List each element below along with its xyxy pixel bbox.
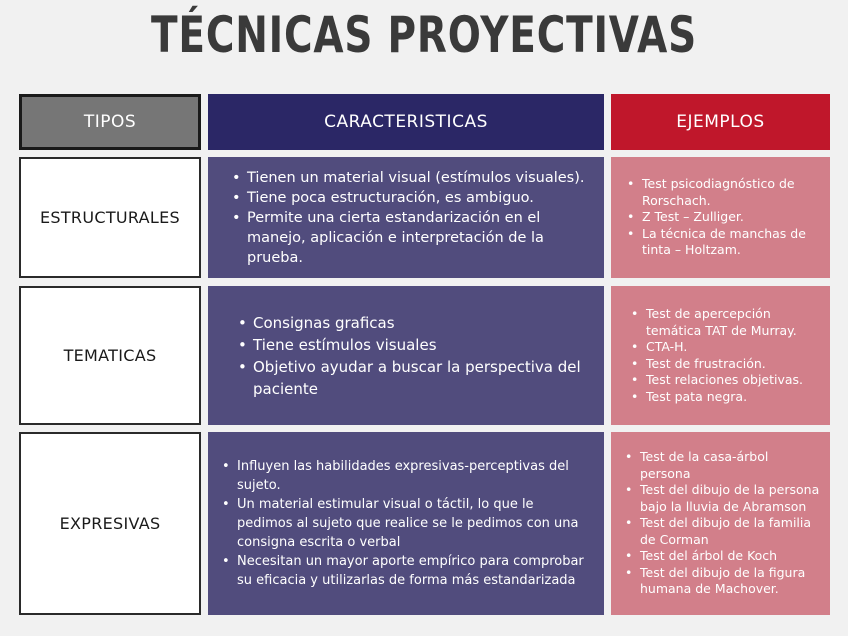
- list-item: • Tienen un material visual (estímulos visuales).: [232, 168, 596, 188]
- list-item: • Objetivo ayudar a buscar la perspectiva del paciente: [238, 356, 590, 400]
- list-item: • Test del dibujo de la figura humana de Machover.: [625, 565, 822, 598]
- list-item: • La técnica de manchas de tinta – Holtzam.: [627, 226, 822, 259]
- header-tipos: TIPOS: [19, 94, 201, 150]
- list-item: • CTA-H.: [631, 339, 822, 356]
- ejemplos-estructurales: [611, 157, 830, 278]
- list-item: • Tiene poca estructuración, es ambiguo.: [232, 188, 596, 208]
- header-caracteristicas: CARACTERISTICAS: [208, 94, 604, 150]
- list-item: • Test de frustración.: [631, 356, 822, 373]
- list-item: • Consignas graficas: [238, 312, 590, 334]
- list-item: • Un material estimular visual o táctil, lo que le pedimos al sujeto que realice se le pedimos con una consigna escrita o verbal: [222, 495, 590, 552]
- list-item: • Z Test – Zulliger.: [627, 209, 822, 226]
- page-title: TÉCNICAS PROYECTIVAS: [151, 6, 697, 64]
- caracteristicas-list: [208, 168, 604, 268]
- header-ejemplos: EJEMPLOS: [611, 94, 830, 150]
- list-item: • Test psicodiagnóstico de Rorschach.: [627, 176, 822, 209]
- tipo-tematicas: TEMATICAS: [19, 286, 201, 425]
- tipo-estructurales: ESTRUCTURALES: [19, 157, 201, 278]
- caracteristicas-estructurales: [208, 157, 604, 278]
- list-item: • Test del dibujo de la persona bajo la lluvia de Abramson: [625, 482, 822, 515]
- tipo-expresivas: EXPRESIVAS: [19, 432, 201, 615]
- caracteristicas-list: [208, 457, 604, 590]
- caracteristicas-expresivas: [208, 432, 604, 615]
- caracteristicas-tematicas: [208, 286, 604, 425]
- list-item: • Test del dibujo de la familia de Corman: [625, 515, 822, 548]
- ejemplos-expresivas: [611, 432, 830, 615]
- list-item: • Test de la casa-árbol persona: [625, 449, 822, 482]
- caracteristicas-list: [208, 312, 604, 400]
- list-item: • Permite una cierta estandarización en el manejo, aplicación e interpretación de la prueba.: [232, 208, 596, 268]
- list-item: • Test del árbol de Koch: [625, 548, 822, 565]
- list-item: • Test relaciones objetivas.: [631, 372, 822, 389]
- ejemplos-list: [611, 176, 830, 259]
- list-item: • Test de apercepción temática TAT de Murray.: [631, 306, 822, 339]
- list-item: • Necesitan un mayor aporte empírico para comprobar su eficacia y utilizarlas de forma más estandarizada: [222, 552, 590, 590]
- ejemplos-list: [611, 306, 830, 405]
- list-item: • Test pata negra.: [631, 389, 822, 406]
- list-item: • Influyen las habilidades expresivas-perceptivas del sujeto.: [222, 457, 590, 495]
- ejemplos-tematicas: [611, 286, 830, 425]
- list-item: • Tiene estímulos visuales: [238, 334, 590, 356]
- ejemplos-list: [611, 449, 830, 598]
